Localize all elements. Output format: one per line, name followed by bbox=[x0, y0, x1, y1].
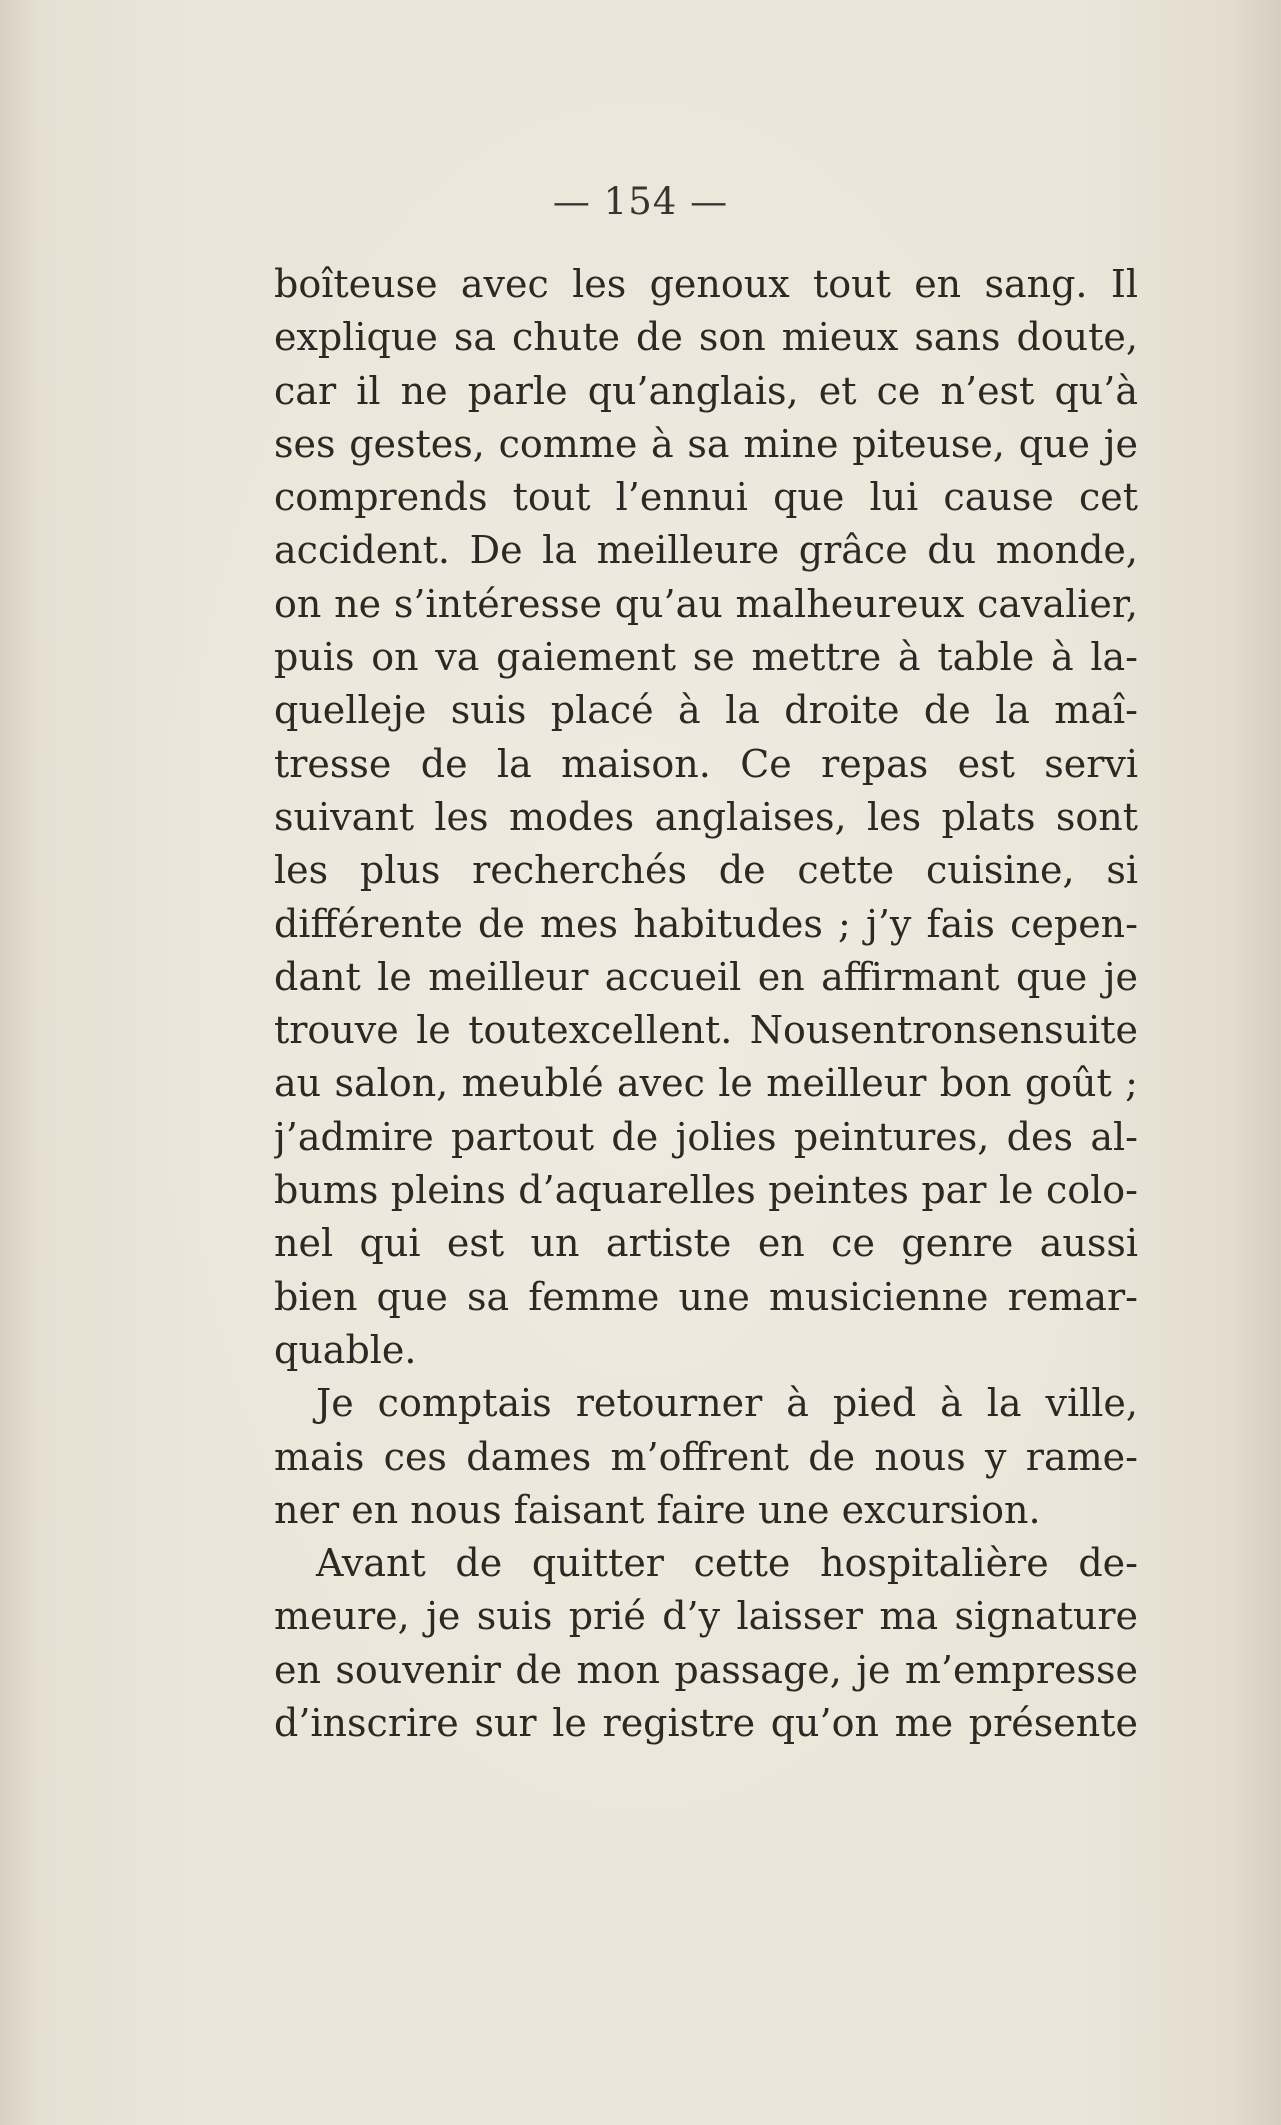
page-number: — 154 — bbox=[552, 180, 729, 223]
text-line: j’admire partout de jolies peintures, des al- bbox=[274, 1114, 1138, 1159]
text-line: comprends tout l’ennui que lui cause cet bbox=[274, 475, 1138, 520]
text-line: au salon, meublé avec le meilleur bon goût ; bbox=[274, 1061, 1138, 1106]
text-line: quelleje suis placé à la droite de la maî- bbox=[274, 688, 1138, 733]
text-line: puis on va gaiement se mettre à table à la- bbox=[274, 635, 1138, 680]
text-line: quable. bbox=[274, 1327, 417, 1372]
body-text bbox=[274, 258, 1138, 1750]
text-line: trouve le toutexcellent. Nousentronsensuite bbox=[274, 1008, 1138, 1053]
text-line: mais ces dames m’offrent de nous y rame- bbox=[274, 1434, 1138, 1479]
text-line: meure, je suis prié d’y laisser ma signature bbox=[274, 1594, 1138, 1639]
text-line: explique sa chute de son mieux sans doute, bbox=[274, 315, 1138, 360]
text-line: car il ne parle qu’anglais, et ce n’est qu’à bbox=[274, 368, 1138, 413]
text-line: dant le meilleur accueil en affirmant que je bbox=[274, 954, 1138, 999]
text-line: Avant de quitter cette hospitalière de- bbox=[316, 1541, 1138, 1586]
text-line: boîteuse avec les genoux tout en sang. Il bbox=[274, 262, 1138, 306]
text-line: nel qui est un artiste en ce genre aussi bbox=[274, 1221, 1138, 1266]
text-line: d’inscrire sur le registre qu’on me présente bbox=[274, 1701, 1138, 1746]
text-line: ses gestes, comme à sa mine piteuse, que je bbox=[274, 421, 1138, 466]
text-line: les plus recherchés de cette cuisine, si bbox=[274, 848, 1138, 893]
text-line: bums pleins d’aquarelles peintes par le colo- bbox=[274, 1168, 1138, 1213]
text-line: tresse de la maison. Ce repas est servi bbox=[274, 741, 1138, 786]
text-line: en souvenir de mon passage, je m’empresse bbox=[274, 1647, 1138, 1692]
text-line: accident. De la meilleure grâce du monde, bbox=[274, 528, 1138, 573]
text-line: Je comptais retourner à pied à la ville, bbox=[316, 1381, 1138, 1426]
text-line: différente de mes habitudes ; j’y fais cepen- bbox=[274, 901, 1138, 946]
text-line: on ne s’intéresse qu’au malheureux cavalier, bbox=[274, 581, 1138, 626]
text-line: ner en nous faisant faire une excursion. bbox=[274, 1487, 1041, 1532]
text-line: suivant les modes anglaises, les plats sont bbox=[274, 794, 1138, 839]
text-line: bien que sa femme une musicienne remar- bbox=[274, 1274, 1138, 1319]
